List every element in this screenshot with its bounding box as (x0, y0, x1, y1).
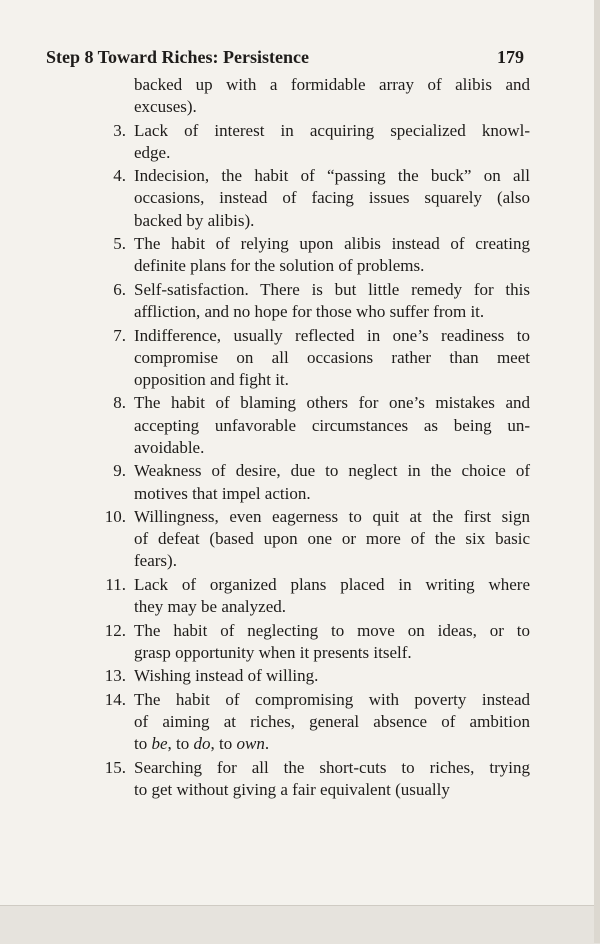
emphasis: own (236, 734, 265, 754)
list-item-line: motives that impel action. (134, 483, 311, 503)
list-item-line: edge. (134, 142, 171, 162)
list-item-number: 12. (104, 620, 126, 640)
emphasis: be (151, 734, 168, 754)
list-item-number: 8. (113, 393, 126, 413)
list-item-line: Indifference, usually reflected in one’s readiness to (134, 325, 530, 345)
list-item-line: Self-satisfaction. There is but little remedy for this (134, 279, 530, 299)
list-item-line: Indecision, the habit of “passing the buck” on all (134, 166, 530, 186)
list-item-line: of defeat (based upon one or more of the six basic (134, 529, 530, 549)
list-item-line: Lack of organized plans placed in writing where (134, 574, 530, 594)
list-item-line: of aiming at riches, general absence of ambition (134, 712, 530, 731)
emphasis: do (193, 734, 211, 754)
list-item-line: affliction, and no hope for those who suffer from it. (134, 302, 485, 321)
list-item-line: The habit of neglecting to move on ideas, or to (134, 620, 530, 640)
list-item-line: The habit of blaming others for one’s mistakes and (134, 393, 530, 413)
list-item-number: 10. (104, 507, 126, 526)
list-item-line: fears). (134, 551, 177, 571)
list-item-number: 6. (113, 279, 126, 299)
page-bottom-edge (0, 905, 600, 944)
list-item-line: definite plans for the solution of problems. (134, 256, 425, 276)
list-item-line: Wishing instead of willing. (134, 666, 319, 686)
list-item-line: they may be analyzed. (134, 597, 286, 617)
page-right-edge (594, 0, 600, 943)
list-item-line: The habit of relying upon alibis instead of creating (134, 234, 530, 254)
list-item-line: grasp opportunity when it presents itself. (134, 642, 412, 662)
list-item-line: The habit of compromising with poverty instead (134, 689, 530, 709)
page-number: 179 (497, 47, 524, 67)
list-item-line: compromise on all occasions rather than meet (134, 347, 530, 367)
list-item-line: to get without giving a fair equivalent (usually (134, 779, 450, 799)
running-header-title: Step 8 Toward Riches: Persistence (46, 47, 309, 67)
list-item-number: 3. (113, 120, 126, 140)
list-item-number: 13. (104, 666, 126, 686)
list-item-line: Weakness of desire, due to neglect in the choice of (134, 461, 530, 481)
list-item-line: accepting unfavorable circumstances as being un- (134, 415, 530, 435)
list-item-number: 5. (113, 234, 126, 254)
list-item-number: 14. (104, 689, 126, 709)
list-item-line: backed by alibis). (134, 210, 255, 230)
text-line: excuses). (134, 97, 197, 116)
list-item-number: 15. (104, 757, 126, 777)
list-item-line: opposition and fight it. (134, 369, 289, 389)
list-item-line: to be, to do, to own. (134, 734, 270, 754)
list-item-number: 4. (113, 166, 126, 186)
list-item-line: Searching for all the short-cuts to riches, trying (134, 757, 530, 777)
list-item-number: 7. (113, 325, 126, 345)
list-item-line: avoidable. (134, 437, 205, 457)
text-line: backed up with a formidable array of alibis and (134, 75, 530, 94)
list-item-number: 9. (113, 461, 126, 481)
list-item-line: occasions, instead of facing issues squarely (also (134, 188, 530, 208)
list-item-line: Lack of interest in acquiring specialized knowl- (134, 120, 530, 140)
list-item-line: Willingness, even eagerness to quit at the first sign (134, 507, 530, 526)
list-item-number: 11. (105, 574, 126, 594)
